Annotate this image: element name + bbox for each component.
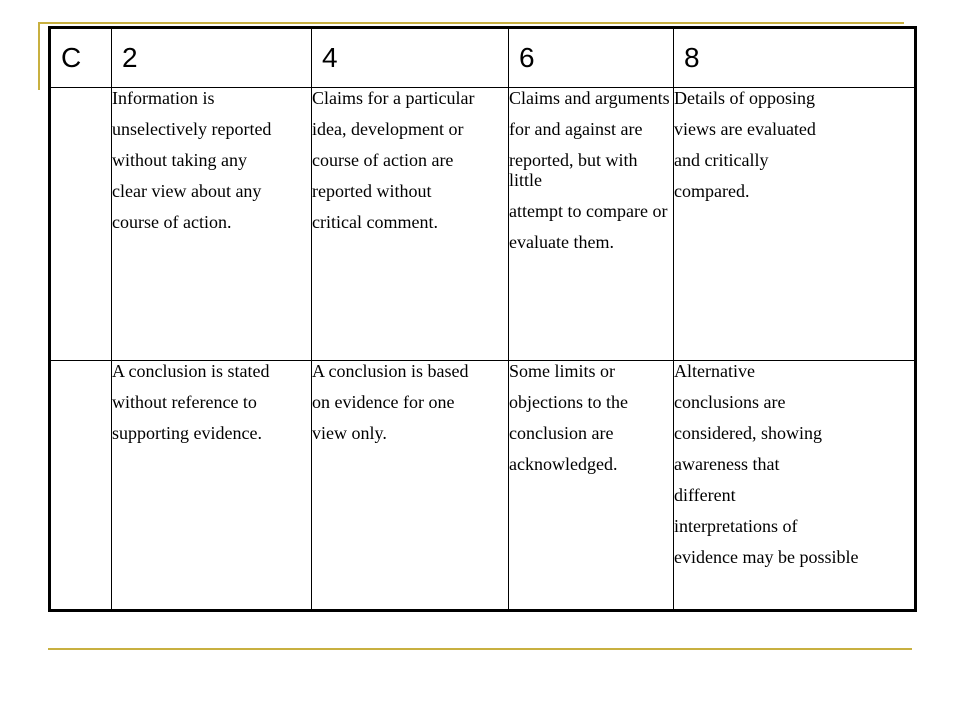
cell-line: clear view about any [112, 181, 262, 201]
accent-line-left [38, 22, 40, 90]
descriptor-cell [674, 88, 916, 361]
header-score-6: 6 [509, 28, 674, 88]
cell-line: conclusion are [509, 423, 614, 443]
accent-line-top [38, 22, 904, 24]
cell-line: evidence may be possible [674, 547, 859, 567]
rubric-table [48, 26, 917, 612]
cell-line: awareness that [674, 454, 780, 474]
cell-line: Alternative [674, 361, 755, 381]
cell-line: Claims for a particular [312, 88, 475, 108]
descriptor-cell [312, 88, 509, 361]
cell-line: A conclusion is stated [112, 361, 270, 381]
header-score-4: 4 [312, 28, 509, 88]
cell-line: critical comment. [312, 212, 438, 232]
cell-line: course of action are [312, 150, 454, 170]
descriptor-cell [112, 88, 312, 361]
header-criterion: C [50, 28, 112, 88]
descriptor-cell [674, 361, 916, 611]
descriptor-cell [312, 361, 509, 611]
table-row [50, 88, 916, 361]
cell-line: Claims and arguments [509, 88, 670, 108]
descriptor-cell [112, 361, 312, 611]
descriptor-cell [509, 361, 674, 611]
table-row [50, 361, 916, 611]
cell-line: different [674, 485, 736, 505]
cell-line: considered, showing [674, 423, 822, 443]
cell-line: view only. [312, 423, 387, 443]
cell-line: supporting evidence. [112, 423, 262, 443]
cell-line: A conclusion is based [312, 361, 469, 381]
cell-line: compared. [674, 181, 750, 201]
cell-line: Information is [112, 88, 215, 108]
cell-line: Details of opposing [674, 88, 815, 108]
cell-line: reported without [312, 181, 432, 201]
cell-line: without taking any [112, 150, 247, 170]
cell-line: without reference to [112, 392, 257, 412]
cell-line: acknowledged. [509, 454, 618, 474]
cell-line: idea, development or [312, 119, 464, 139]
cell-line: interpretations of [674, 516, 798, 536]
header-row [50, 28, 916, 88]
row-label [50, 88, 112, 361]
cell-line: on evidence for one [312, 392, 455, 412]
header-score-8: 8 [674, 28, 916, 88]
cell-line: attempt to compare or [509, 201, 668, 221]
cell-line: reported, but with little [509, 150, 638, 190]
row-label [50, 361, 112, 611]
cell-line: objections to the [509, 392, 628, 412]
cell-line: course of action. [112, 212, 232, 232]
header-score-2: 2 [112, 28, 312, 88]
accent-line-bottom [48, 648, 912, 650]
cell-line: views are evaluated [674, 119, 816, 139]
cell-line: evaluate them. [509, 232, 614, 252]
descriptor-cell [509, 88, 674, 361]
cell-line: conclusions are [674, 392, 786, 412]
cell-line: Some limits or [509, 361, 616, 381]
cell-line: for and against are [509, 119, 643, 139]
cell-line: unselectively reported [112, 119, 272, 139]
cell-line: and critically [674, 150, 769, 170]
